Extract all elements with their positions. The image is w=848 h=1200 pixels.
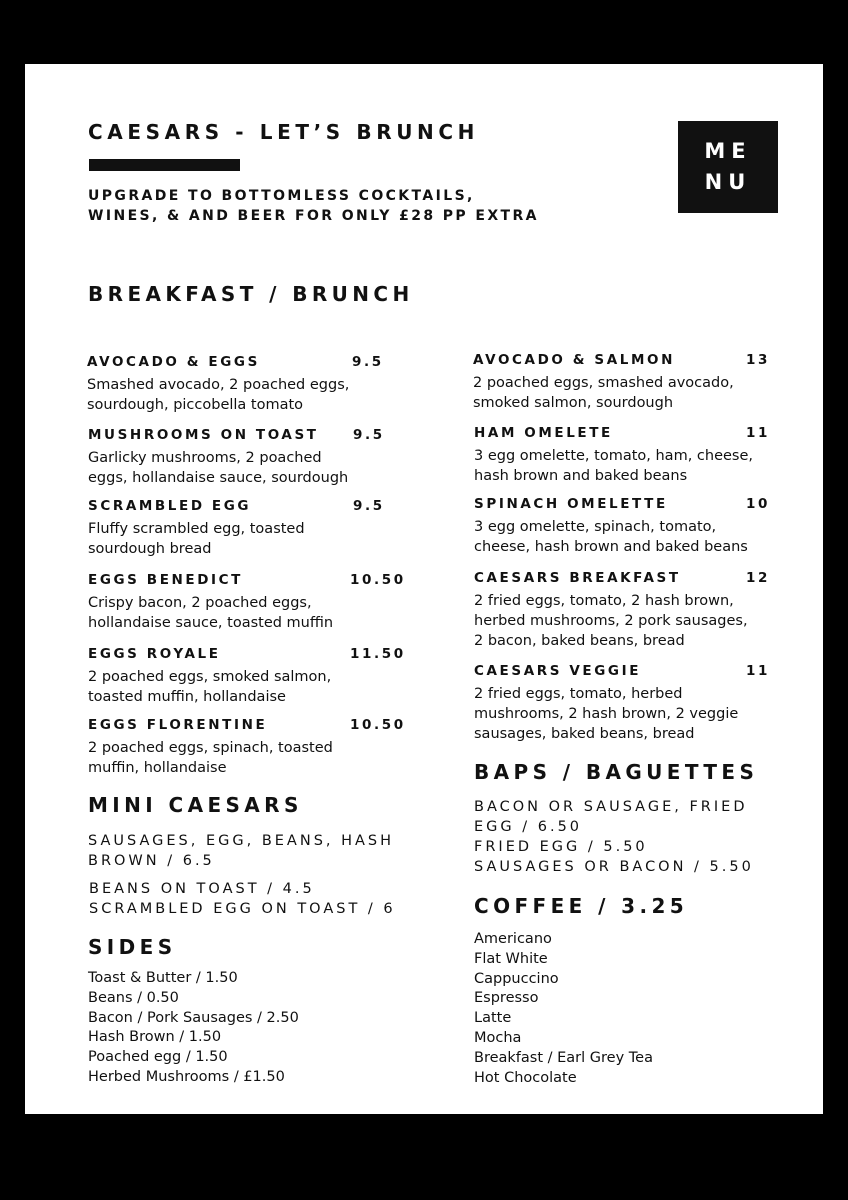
item-desc-line: sausages, baked beans, bread bbox=[474, 726, 695, 742]
item-description bbox=[88, 519, 388, 559]
item-desc-line: 2 poached eggs, smoked salmon, bbox=[88, 669, 332, 685]
item-price: 9.5 bbox=[353, 498, 385, 514]
item-desc-line: Fluffy scrambled egg, toasted bbox=[88, 521, 305, 537]
item-desc-line: Smashed avocado, 2 poached eggs, bbox=[87, 377, 350, 393]
menu-item bbox=[88, 645, 406, 707]
item-price: 12 bbox=[746, 570, 770, 586]
item-desc-line: 2 poached eggs, spinach, toasted bbox=[88, 740, 333, 756]
menu-item bbox=[473, 351, 773, 413]
page-title: CAESARS - LET’S BRUNCH bbox=[88, 120, 479, 144]
item-desc-line: herbed mushrooms, 2 pork sausages, bbox=[474, 613, 748, 629]
baps-line: FRIED EGG / 5.50 bbox=[474, 839, 648, 855]
item-price: 10 bbox=[746, 496, 770, 512]
menu-badge-line-1: ME bbox=[704, 139, 752, 163]
menu-badge bbox=[678, 121, 778, 213]
item-desc-line: 2 fried eggs, tomato, 2 hash brown, bbox=[474, 593, 734, 609]
side-item: Poached egg / 1.50 bbox=[88, 1049, 228, 1066]
item-desc-line: 3 egg omelette, spinach, tomato, bbox=[474, 519, 717, 535]
item-name: SCRAMBLED EGG bbox=[88, 498, 252, 514]
item-description bbox=[88, 738, 388, 778]
item-desc-line: mushrooms, 2 hash brown, 2 veggie bbox=[474, 706, 739, 722]
item-desc-line: 2 poached eggs, smashed avocado, bbox=[473, 375, 734, 391]
baps-line: EGG / 6.50 bbox=[474, 819, 583, 835]
side-item: Herbed Mushrooms / £1.50 bbox=[88, 1068, 285, 1085]
item-name: CAESARS VEGGIE bbox=[474, 663, 642, 679]
item-name: MUSHROOMS ON TOAST bbox=[88, 427, 319, 443]
item-desc-line: smoked salmon, sourdough bbox=[473, 395, 674, 411]
item-price: 10.50 bbox=[350, 572, 406, 588]
item-name: SPINACH OMELETTE bbox=[474, 496, 668, 512]
mini-line: SCRAMBLED EGG ON TOAST / 6 bbox=[89, 901, 396, 917]
menu-item bbox=[88, 497, 388, 559]
upgrade-note bbox=[88, 186, 539, 226]
baps-line: BACON OR SAUSAGE, FRIED bbox=[474, 799, 748, 815]
item-description bbox=[474, 446, 774, 486]
item-description bbox=[474, 684, 774, 744]
item-name: EGGS ROYALE bbox=[88, 646, 221, 662]
item-desc-line: sourdough, piccobella tomato bbox=[87, 397, 304, 413]
breakfast-heading: BREAKFAST / BRUNCH bbox=[88, 282, 414, 306]
item-name: AVOCADO & SALMON bbox=[473, 352, 676, 368]
coffee-item: Espresso bbox=[474, 990, 539, 1007]
item-price: 9.5 bbox=[352, 354, 384, 370]
title-underline bbox=[89, 159, 240, 171]
item-desc-line: sourdough bread bbox=[88, 541, 212, 557]
baps-list bbox=[474, 797, 754, 877]
item-description bbox=[87, 375, 387, 415]
item-price: 10.50 bbox=[350, 717, 406, 733]
side-item: Bacon / Pork Sausages / 2.50 bbox=[88, 1009, 299, 1026]
sides-list bbox=[88, 969, 299, 1088]
side-item: Beans / 0.50 bbox=[88, 989, 179, 1006]
menu-page bbox=[25, 64, 823, 1114]
item-desc-line: Crispy bacon, 2 poached eggs, bbox=[88, 595, 312, 611]
coffee-list bbox=[474, 930, 653, 1088]
coffee-item: Mocha bbox=[474, 1029, 522, 1046]
side-item: Toast & Butter / 1.50 bbox=[88, 970, 238, 986]
item-description bbox=[474, 517, 774, 557]
coffee-item: Latte bbox=[474, 1010, 512, 1027]
menu-item bbox=[88, 571, 406, 633]
item-price: 11.50 bbox=[350, 646, 406, 662]
coffee-item: Cappuccino bbox=[474, 970, 559, 987]
item-name: EGGS FLORENTINE bbox=[88, 717, 268, 733]
item-description bbox=[88, 593, 388, 633]
item-desc-line: 2 bacon, baked beans, bread bbox=[474, 633, 685, 649]
item-description bbox=[473, 373, 773, 413]
item-desc-line: toasted muffin, hollandaise bbox=[88, 689, 286, 705]
baps-heading: BAPS / BAGUETTES bbox=[474, 760, 759, 784]
item-desc-line: cheese, hash brown and baked beans bbox=[474, 539, 748, 555]
item-desc-line: muffin, hollandaise bbox=[88, 760, 227, 776]
menu-item bbox=[87, 353, 387, 415]
coffee-item: Americano bbox=[474, 931, 552, 947]
menu-item bbox=[474, 495, 774, 557]
item-name: CAESARS BREAKFAST bbox=[474, 570, 681, 586]
item-description bbox=[88, 448, 388, 488]
item-desc-line: hollandaise sauce, toasted muffin bbox=[88, 615, 334, 631]
mini-line: BROWN / 6.5 bbox=[88, 853, 215, 869]
menu-item bbox=[474, 424, 774, 486]
item-desc-line: hash brown and baked beans bbox=[474, 468, 688, 484]
item-desc-line: 2 fried eggs, tomato, herbed bbox=[474, 686, 683, 702]
item-price: 13 bbox=[746, 352, 770, 368]
menu-badge-line-2: NU bbox=[704, 170, 752, 194]
mini-caesars-heading: MINI CAESARS bbox=[88, 793, 303, 817]
upgrade-line-1: UPGRADE TO BOTTOMLESS COCKTAILS, bbox=[88, 188, 475, 204]
item-desc-line: Garlicky mushrooms, 2 poached bbox=[88, 450, 322, 466]
item-price: 11 bbox=[746, 425, 770, 441]
mini-line: SAUSAGES, EGG, BEANS, HASH bbox=[88, 833, 395, 849]
menu-item bbox=[88, 716, 406, 778]
item-desc-line: 3 egg omelette, tomato, ham, cheese, bbox=[474, 448, 753, 464]
coffee-item: Breakfast / Earl Grey Tea bbox=[474, 1049, 653, 1066]
item-description bbox=[474, 591, 774, 651]
item-price: 11 bbox=[746, 663, 770, 679]
side-item: Hash Brown / 1.50 bbox=[88, 1029, 222, 1046]
sides-heading: SIDES bbox=[88, 935, 177, 959]
menu-item bbox=[474, 662, 774, 744]
coffee-heading: COFFEE / 3.25 bbox=[474, 894, 689, 918]
item-price: 9.5 bbox=[353, 427, 385, 443]
coffee-item: Hot Chocolate bbox=[474, 1069, 577, 1086]
item-description bbox=[88, 667, 388, 707]
upgrade-line-2: WINES, & AND BEER FOR ONLY £28 PP EXTRA bbox=[88, 208, 539, 224]
item-desc-line: eggs, hollandaise sauce, sourdough bbox=[88, 470, 349, 486]
mini-caesars-item bbox=[89, 879, 396, 919]
menu-item bbox=[88, 426, 388, 488]
mini-caesars-item bbox=[88, 831, 394, 871]
item-name: EGGS BENEDICT bbox=[88, 572, 243, 588]
coffee-item: Flat White bbox=[474, 950, 548, 967]
menu-item bbox=[474, 569, 774, 651]
mini-line: BEANS ON TOAST / 4.5 bbox=[89, 881, 315, 897]
item-name: AVOCADO & EGGS bbox=[87, 354, 260, 370]
baps-line: SAUSAGES OR BACON / 5.50 bbox=[474, 859, 754, 875]
item-name: HAM OMELETE bbox=[474, 425, 613, 441]
